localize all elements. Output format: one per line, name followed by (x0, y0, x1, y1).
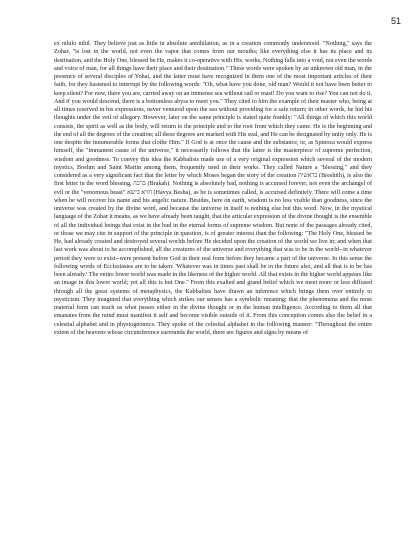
body-text: ex nihilo nihil. They believe just as little in absolute annihilation, as in a creation commonly understood. "Nothing," says the Zohar, "is lost in the world, not even the vapor that comes from our mouths; like everything else it has its place and its destination, and the Holy One, blessed be He, makes it co-operative with His. works, Nothing falls into a void, not even the words and voice of man, for all things have their place and their destination." These words were spoken by an unknown old man, in the presence of several disciples of Yohai, and the latter must have recognized in them one of the most important articles of their faith, for they hastened to interrupt by the following words: "Oh, what have you done, old man? Would it not have been better to keep silent? For now, there you are, carried away on an immense sea without sail or mast! Do you want to rise? You can not do it. And if you would descend, there is a bottomless abyss to meet you." They cited to him the example of their master who, being at all times reserved in his expressions, never ventured upon the sea without providing for a safe return; in other words, he hid his thoughts under the veil of allegory. However, later on the same principle is stated quite frankly: "All things of which this world consists, the spirit as well as the body, will return to the principle and to the root from which they came. He is the beginning and the end of all the degrees of the creation; all these degrees are marked with His seal, and He can be designated by unity only. He is one despite the innumerable forms that clothe Him." If God is at once the cause and the substance, or, as Spinoza would express himself, the "immanent cause of the universe," it necessarily follows that the latter is the masterpiece of supreme perfection, wisdom and goodness. To convey this idea the Kabbalists made use of a very original expression which several of the modern mystics, Boehm and Saint Martin among them, frequently used in their works. They called Nature a "blessing," and they considered as a very significant fact that the letter by which Moses began the story of the creation בראשית (Breshith), is also the first letter in the word blessing, ברכה (Brakah). Nothing is absolutely bad, nothing is accursed forever, not even the archangel of evil or the "venomous beast" חויא בישא (Havya Besha), as he is sometimes called, is accursed definitely. There will come a time when he will recover his name and his angelic nature. Besides, here on earth, wisdom is no less visible than goodness, since the universe was created by the divine word, and because the universe in itself is nothing else but this word. Now, in the mystical language of the Zohar it means, as we have already been taught, that the articular expression of the divine thought is the ensemble of all the individual beings that exist in the bud in the eternal forms of supreme wisdom. But none of the passages already cited, or those we may cite in support of the principle in question, is of greater interest than the following: "The Holy One, blessed be He, had already created and destroyed several worlds before He decided upon the creation of the world we live in; and when that last work was about to be accomplished, all the creatures of the universe and everything that was to be in the world--in whatever period they were to exist--were present before God in their real form before they became a part of the universe. In this sense the following words of Ecclesiastes are to be taken: 'Whatever was in times past shall be in the future also, and all that is to be has been already.' The entire lower world was made in the likeness of the higher world. All that exists in the higher world appears like an image in this lower world; yet all this is but One." From this exalted and grand belief which we meet more or less diffused through all the great systems of metaphysics, the Kabbalists have drawn an inference which brings them over entirely to mysticism. They imagined that everything which strikes our senses has a symbolic meaning; that the phenomena and the most material form can teach us what passes either in the divine thought or in the human intelligence. According to them all that emanates from the mind must manifest it self and become visible outside of it. From this conception comes also the belief in a celestial alphabet and in physiognomics. They spoke of the celestial alphabet in the following manner: "Throughout the entire extent of the heavens whose circumference surrounds the world, there are figures and signs by means of (54, 41, 372, 336)
page-number: 51 (390, 16, 401, 26)
